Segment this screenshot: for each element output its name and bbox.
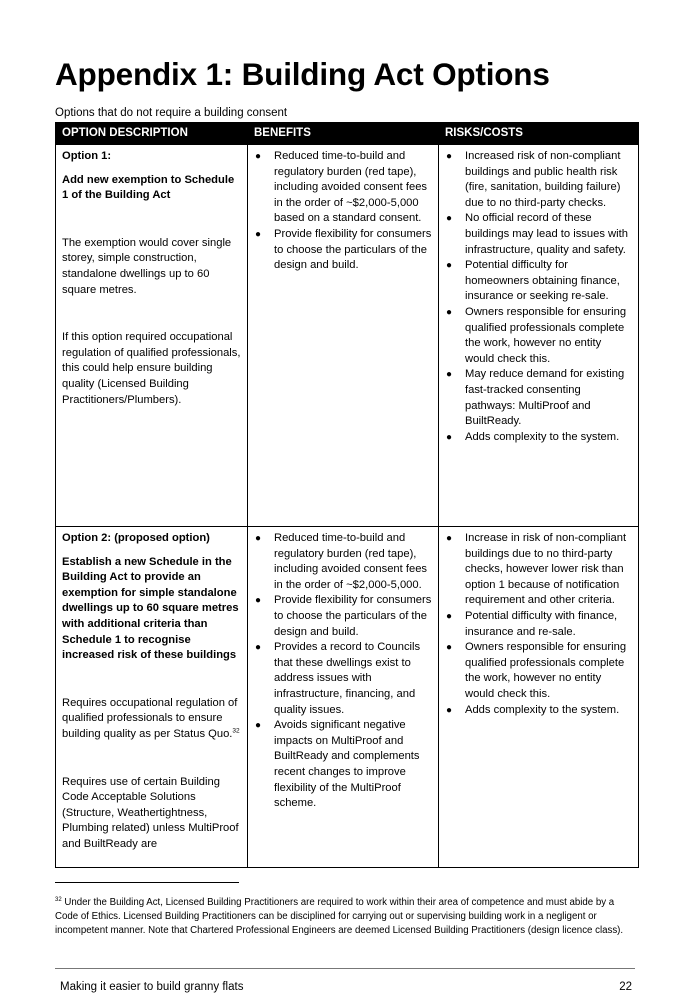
list-item: ● Reduced time-to-build and regulatory burden (red tape), including avoided consent fees in the order of ~$2,000-5,000. <box>255 532 428 591</box>
header-option-description: OPTION DESCRIPTION <box>56 123 248 145</box>
table-header-row <box>56 123 639 145</box>
header-benefits: BENEFITS <box>248 123 439 145</box>
list-item: ● May reduce demand for existing fast-tracked consenting pathways: MultiProof and BuiltReady. <box>446 368 625 428</box>
list-item: ● Increase in risk of non-compliant buildings due to no third-party checks, however lower risk than option 1 because of notification requirement and other criteria. <box>446 532 627 607</box>
list-item: ● Adds complexity to the system. <box>446 430 620 443</box>
option-1-heading: Add new exemption to Schedule 1 of the Building Act <box>62 173 235 202</box>
option-1-paragraph: The exemption would cover single storey, simple construction, standalone dwellings up to 60 square metres. <box>62 236 232 296</box>
footer-divider <box>55 968 635 969</box>
list-item: ● Adds complexity to the system. <box>446 703 620 716</box>
option-1-benefits-cell <box>248 145 439 527</box>
option-2-description-cell <box>56 527 248 868</box>
option-2-paragraph: Requires occupational regulation of qualified professionals to ensure building quality as per Status Quo.$^{32}$ <box>62 696 240 740</box>
option-1-name: Option 1: <box>62 150 112 162</box>
option-1-description-cell <box>56 145 248 527</box>
option-2-paragraph: Requires use of certain Building Code Acceptable Solutions (Structure, Weathertightness, Plumbing related) unless MultiProof and BuiltReady are <box>62 775 239 850</box>
option-1-risks-cell <box>439 145 639 527</box>
option-2-risks-cell <box>439 527 639 868</box>
page-number: 22 <box>619 981 632 993</box>
list-item: ● Potential difficulty with finance, insurance and re-sale. <box>446 609 618 638</box>
table-row-option-1 <box>56 145 639 527</box>
option-2-benefits-list <box>254 531 432 812</box>
footnote <box>55 896 639 938</box>
list-item: ● Provide flexibility for consumers to choose the particulars of the design and build. <box>255 594 432 638</box>
list-item: ● No official record of these buildings may lead to issues with infrastructure, quality and safety. <box>446 212 628 256</box>
option-2-risks-list <box>445 531 632 718</box>
footer-document-title: Making it easier to build granny flats <box>60 981 244 993</box>
option-1-paragraph: If this option required occupational regulation of qualified professionals, this could help ensure building quality (Licensed Building Practitioners/Plumbers). <box>62 331 241 406</box>
table-caption: Options that do not require a building consent <box>55 107 288 119</box>
table-row-option-2 <box>56 527 639 868</box>
list-item: ● Owners responsible for ensuring qualified professionals complete the work, however no entity would check this. <box>446 305 627 365</box>
list-item: ● Owners responsible for ensuring qualified professionals complete the work, however no entity would check this. <box>446 641 627 700</box>
footnote-number: 32 <box>55 896 62 903</box>
list-item: ● Avoids significant negative impacts on MultiProof and BuiltReady and complements recent changes to improve flexibility of the MultiProof scheme. <box>255 719 420 810</box>
footnote-text: Under the Building Act, Licensed Building Practitioners are required to work within their area of competence and must abide by a Code of Ethics. Licensed Building Practitioners can be disciplined for carrying out or supervising building work in a negligent or incompetent manner. Note that Chartered Professional Engineers are deemed Licensed Building Practitioners (design licence class). <box>55 897 624 936</box>
option-2-benefits-cell <box>248 527 439 868</box>
option-2-heading: Establish a new Schedule in the Building Act to provide an exemption for simple standalone dwellings up to 60 square metres with additional criteria than Schedule 1 to recognise increased risk of these buildings <box>62 555 239 662</box>
footnote-reference[interactable]: 32 <box>232 727 240 735</box>
footnote-divider <box>55 882 239 883</box>
options-table <box>55 122 639 868</box>
list-item: ● Provides a record to Councils that these dwellings exist to address issues with infrastructure, financing, and quality issues. <box>255 641 421 716</box>
option-2-name: Option 2: (proposed option) <box>62 532 210 544</box>
header-risks-costs: RISKS/COSTS <box>439 123 639 145</box>
list-item: ● Increased risk of non-compliant buildings and public health risk (fire, sanitation, building failure) due to no third-party checks. <box>446 150 621 209</box>
list-item: ● Reduced time-to-build and regulatory burden (red tape), including avoided consent fees in the order of ~$2,000-5,000 based on a standard consent. <box>255 150 428 225</box>
list-item: ● Provide flexibility for consumers to choose the particulars of the design and build. <box>255 227 432 272</box>
list-item: ● Potential difficulty for homeowners obtaining finance, insurance or seeking re-sale. <box>446 259 620 303</box>
option-1-risks-list <box>445 149 632 445</box>
page-title: Appendix 1: Building Act Options <box>55 56 550 92</box>
option-1-benefits-list <box>254 149 432 274</box>
